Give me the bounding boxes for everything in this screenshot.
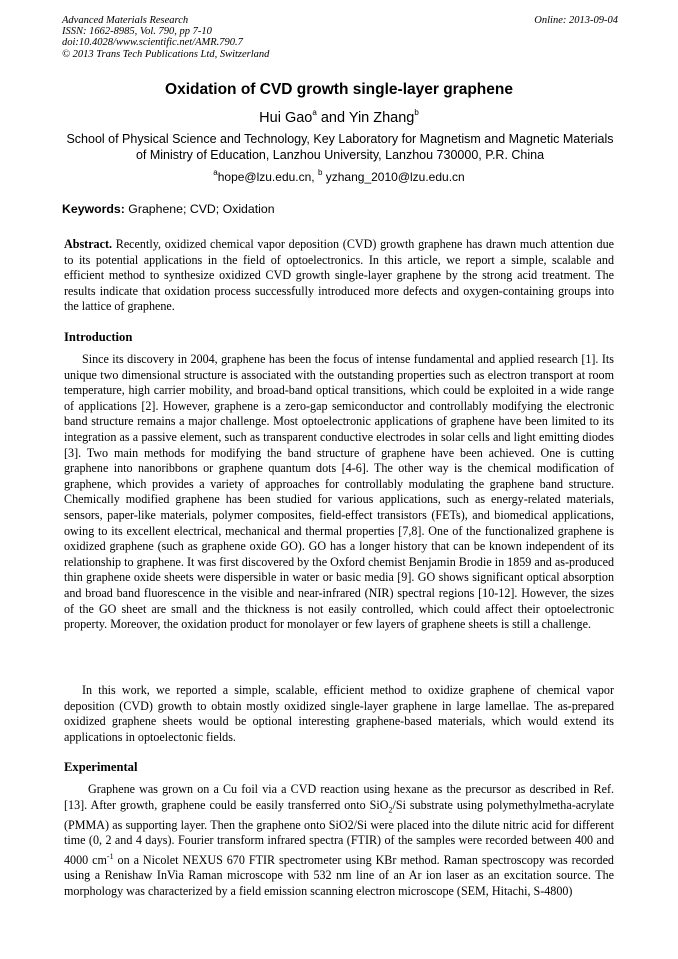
keywords-label: Keywords: xyxy=(62,202,125,216)
experimental-text-1: Graphene was grown on a Cu foil via a CVD reaction using hexane as the precursor as described in Ref. [13]. After growth, graphene could be easily transferred onto SiO xyxy=(64,782,614,812)
experimental-text-3: on a Nicolet NEXUS 670 FTIR spectrometer using KBr method. Raman spectroscopy was recorded using a Renishaw InVia Raman microscope with 532 nm line of an Ar ion laser as an excitation source. The morphology was characterized by a field emission scanning electron microscope (SEM, Hitachi, S-4800) xyxy=(64,852,614,898)
online-date: Online: 2013-09-04 xyxy=(534,15,618,26)
experimental-paragraph xyxy=(64,782,614,900)
introduction-paragraph-2: In this work, we reported a simple, scalable, efficient method to oxidize graphene of chemical vapor deposition (CVD) growth to obtain mostly oxidized single-layer graphene in large lamellae. The as-prepared oxidized graphene sheets would be optional interesting graphene-based materials, which would extend its applications in optoelectonic fields. xyxy=(64,683,614,744)
journal-name: Advanced Materials Research xyxy=(62,15,189,26)
author-1-mark: a xyxy=(312,108,317,117)
email-a-mark: a xyxy=(213,168,218,177)
author-conjunction: and xyxy=(316,109,349,126)
email-b: yzhang_2010@lzu.edu.cn xyxy=(322,170,465,184)
experimental-text-2: /Si substrate using polymethylmetha-acrylate (PMMA) as supporting layer. Then the graphene onto SiO2/Si were placed into the dilute nitric acid for different time (0, 2 and 4 days). Fourier transform infrared spectra (FTIR) of the samples were recorded between 400 and 4000 cm xyxy=(64,797,614,867)
journal-copyright: © 2013 Trans Tech Publications Ltd, Switzerland xyxy=(62,48,270,60)
keywords-value: Graphene; CVD; Oxidation xyxy=(124,202,275,216)
affiliation: School of Physical Science and Technology, Key Laboratory for Magnetism and Magnetic Materials of Ministry of Education, Lanzhou University, Lanzhou 730000, P.R. China xyxy=(66,132,614,162)
author-line xyxy=(0,105,678,127)
experimental-subscript: 2 xyxy=(388,805,393,814)
paper-title: Oxidation of CVD growth single-layer graphene xyxy=(165,81,513,98)
email-b-mark: b xyxy=(317,168,323,177)
introduction-heading: Introduction xyxy=(64,330,133,344)
author-2-mark: b xyxy=(414,108,419,117)
abstract-label: Abstract. xyxy=(64,237,113,251)
abstract-text: Recently, oxidized chemical vapor deposition (CVD) growth graphene has drawn much attention due to its potential applications in the field of optoelectronics. In this article, we report a simple, scalable and efficient method to synthesize oxidized CVD growth single-layer graphene by the strong acid treatment. The results indicate that oxidation process successfully introduced more defects and oxygen-containing groups into the lattice of graphene. xyxy=(64,237,614,314)
email-a: hope@lzu.edu.cn, xyxy=(217,170,318,184)
introduction-paragraph-1: Since its discovery in 2004, graphene has been the focus of intense fundamental and applied research [1]. Its unique two dimensional structure is associated with the outstanding properties such as electron transport at room temperature, high carrier mobility, and broad-band optical transitions, which could be exploited in a wide range of applications [2]. However, graphene is a zero-gap semiconductor and controllably modifying the electronic band structure remains a major challenge. Most optoelectronic applications of graphene have been limited to its integration as a passive element, such as transparent conductive electrodes in solar cells and light emitting diodes [3]. Two main methods for modifying the band structure of graphene have been achieved. One is cutting graphene into nanoribbons or graphene quantum dots [4-6]. The other way is the chemical modification of graphene, which provides a variety of approaches for controllably modulating the graphene band structure. Chemically modified graphene has been studied for various applications, such as energy-related materials, sensors, paper-like materials, polymer composites, field-effect transistors (FETs), and biomedical applications, owing to its excellent electrical, mechanical and thermal properties [7,8]. One of the functionalized graphene is oxidized graphene (such as graphene oxide GO). GO has a longer history that can be known independent of its relationship to graphene. It was first discovered by the Oxford chemist Benjamin Brodie in 1859 and as-produced thin graphene oxide sheets were dispersible in water or basic media [9]. GO shows significant optical absorption and broad band fluorescence in the visible and near-infrared (NIR) spectral regions [10-12]. However, the sizes of the GO sheet are small and the thickness is not easily controlled, which could affect their optoelectronic property. Moreover, the oxidation product for monolayer or few layers of graphene sheets is still a challenge. xyxy=(64,352,614,632)
keywords xyxy=(62,202,275,217)
journal-doi: doi:10.4028/www.scientific.net/AMR.790.7 xyxy=(62,37,243,49)
journal-issn: ISSN: 1662-8985, Vol. 790, pp 7-10 xyxy=(62,26,212,38)
author-2: Yin Zhang xyxy=(348,109,415,126)
email-line xyxy=(0,166,678,185)
journal-header xyxy=(62,15,618,60)
experimental-heading: Experimental xyxy=(64,760,138,774)
experimental-superscript: -1 xyxy=(106,851,114,861)
abstract xyxy=(64,237,614,315)
author-1: Hui Gao xyxy=(259,109,313,126)
